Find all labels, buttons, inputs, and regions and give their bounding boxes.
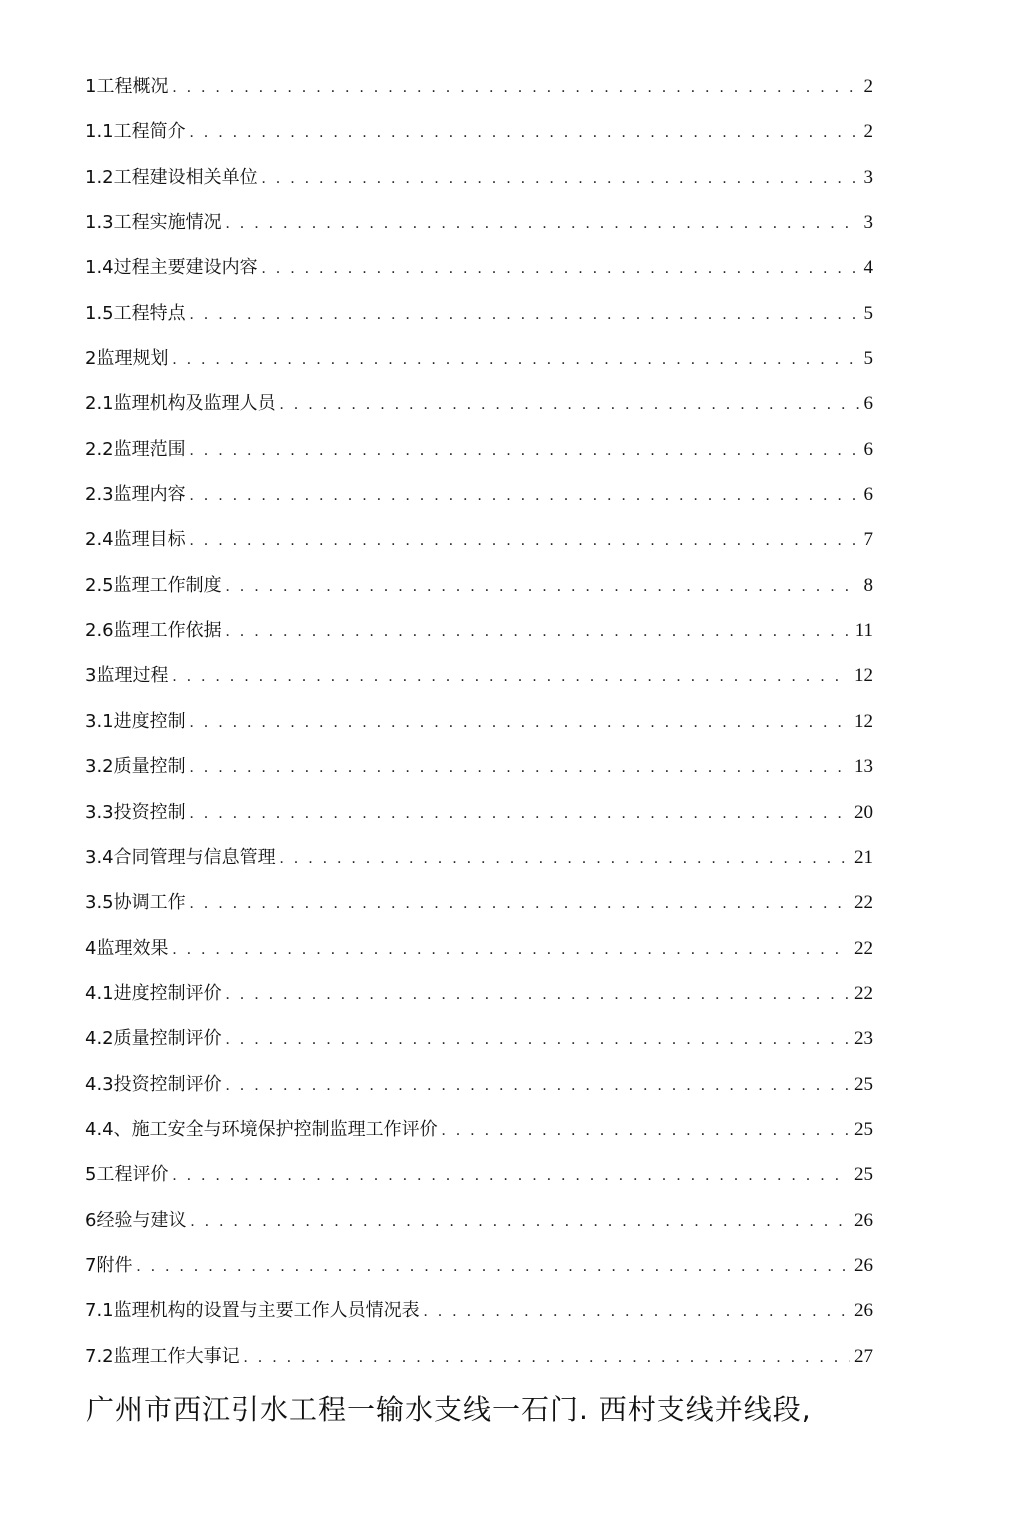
toc-entry-page-number: 25 xyxy=(854,1073,873,1095)
toc-entry-page-number: 25 xyxy=(854,1164,873,1186)
toc-entry[interactable] xyxy=(85,880,873,925)
toc-entry[interactable] xyxy=(85,1016,873,1061)
table-of-contents xyxy=(85,64,873,1379)
toc-entry-title: 2.3监理内容 xyxy=(85,484,186,506)
toc-entry-page-number: 13 xyxy=(854,756,873,778)
toc-entry-title: 2监理规划 xyxy=(85,348,169,370)
toc-dot-leader xyxy=(226,1063,850,1107)
toc-entry-title: 7附件 xyxy=(85,1254,133,1276)
toc-entry-title: 3.2质量控制 xyxy=(85,756,186,778)
toc-entry[interactable] xyxy=(85,926,873,971)
toc-entry-title: 3监理过程 xyxy=(85,665,169,687)
toc-dot-leader xyxy=(280,836,850,880)
toc-dot-leader xyxy=(226,201,859,245)
toc-entry-page-number: 11 xyxy=(854,620,873,642)
toc-entry-page-number: 25 xyxy=(854,1118,873,1140)
toc-entry-title: 1.1工程简介 xyxy=(85,121,186,143)
toc-entry[interactable] xyxy=(85,200,873,245)
toc-entry-title: 4.4、施工安全与环境保护控制监理工作评价 xyxy=(85,1118,438,1140)
toc-entry[interactable] xyxy=(85,1288,873,1333)
toc-entry[interactable] xyxy=(85,336,873,381)
toc-dot-leader xyxy=(172,1153,850,1197)
toc-entry[interactable] xyxy=(85,790,873,835)
toc-dot-leader xyxy=(226,609,851,653)
toc-entry-title: 1.4过程主要建设内容 xyxy=(85,257,258,279)
toc-entry[interactable] xyxy=(85,744,873,789)
toc-entry[interactable] xyxy=(85,245,873,290)
toc-entry-page-number: 6 xyxy=(863,484,873,506)
toc-entry-page-number: 22 xyxy=(854,937,873,959)
toc-dot-leader xyxy=(136,1244,850,1288)
toc-dot-leader xyxy=(190,700,850,744)
toc-entry[interactable] xyxy=(85,608,873,653)
toc-entry-title: 4.3投资控制评价 xyxy=(85,1073,222,1095)
toc-entry[interactable] xyxy=(85,835,873,880)
toc-entry-page-number: 4 xyxy=(863,257,873,279)
toc-dot-leader xyxy=(280,382,859,426)
toc-entry-page-number: 5 xyxy=(863,302,873,324)
toc-entry[interactable] xyxy=(85,1062,873,1107)
toc-dot-leader xyxy=(172,654,850,698)
toc-entry[interactable] xyxy=(85,427,873,472)
document-title: 广州市西江引水工程一输水支线一石门. 西村支线并线段, xyxy=(86,1393,812,1426)
toc-dot-leader xyxy=(190,428,859,472)
toc-entry-title: 6经验与建议 xyxy=(85,1209,187,1231)
toc-entry-page-number: 8 xyxy=(863,574,873,596)
toc-dot-leader xyxy=(190,791,850,835)
toc-entry-title: 2.1监理机构及监理人员 xyxy=(85,393,276,415)
toc-dot-leader xyxy=(190,110,859,154)
toc-entry-page-number: 26 xyxy=(854,1254,873,1276)
toc-entry[interactable] xyxy=(85,1243,873,1288)
toc-dot-leader xyxy=(226,972,850,1016)
toc-dot-leader xyxy=(226,564,859,608)
toc-entry-title: 2.5监理工作制度 xyxy=(85,574,222,596)
toc-entry-title: 4.2质量控制评价 xyxy=(85,1028,222,1050)
toc-entry-page-number: 6 xyxy=(863,438,873,460)
toc-entry[interactable] xyxy=(85,653,873,698)
toc-entry[interactable] xyxy=(85,1152,873,1197)
toc-entry-title: 4.1进度控制评价 xyxy=(85,982,222,1004)
toc-entry-page-number: 6 xyxy=(863,393,873,415)
toc-entry[interactable] xyxy=(85,971,873,1016)
toc-entry-page-number: 3 xyxy=(863,166,873,188)
toc-entry-page-number: 22 xyxy=(854,892,873,914)
toc-entry-page-number: 26 xyxy=(854,1209,873,1231)
toc-dot-leader xyxy=(190,473,859,517)
toc-entry-title: 3.4合同管理与信息管理 xyxy=(85,846,276,868)
toc-entry-title: 7.1监理机构的设置与主要工作人员情况表 xyxy=(85,1300,420,1322)
toc-entry[interactable] xyxy=(85,472,873,517)
toc-entry[interactable] xyxy=(85,1334,873,1379)
toc-entry-title: 4监理效果 xyxy=(85,937,169,959)
toc-entry-page-number: 7 xyxy=(863,529,873,551)
toc-entry[interactable] xyxy=(85,1198,873,1243)
toc-dot-leader xyxy=(262,246,859,290)
toc-entry-page-number: 12 xyxy=(854,665,873,687)
toc-entry-title: 3.3投资控制 xyxy=(85,801,186,823)
toc-dot-leader xyxy=(172,65,859,109)
toc-dot-leader xyxy=(226,1017,850,1061)
toc-entry-page-number: 22 xyxy=(854,982,873,1004)
toc-entry-title: 1.5工程特点 xyxy=(85,302,186,324)
toc-entry-page-number: 2 xyxy=(863,121,873,143)
toc-entry-title: 3.5协调工作 xyxy=(85,892,186,914)
toc-entry[interactable] xyxy=(85,381,873,426)
toc-dot-leader xyxy=(190,745,850,789)
toc-entry-page-number: 3 xyxy=(863,212,873,234)
toc-entry-page-number: 21 xyxy=(854,846,873,868)
toc-dot-leader xyxy=(424,1289,850,1333)
toc-dot-leader xyxy=(172,337,859,381)
toc-entry-title: 2.2监理范围 xyxy=(85,438,186,460)
toc-entry[interactable] xyxy=(85,155,873,200)
toc-entry[interactable] xyxy=(85,563,873,608)
toc-entry-title: 1.3工程实施情况 xyxy=(85,212,222,234)
toc-dot-leader xyxy=(244,1335,850,1379)
toc-entry-title: 1工程概况 xyxy=(85,76,169,97)
toc-entry-page-number: 26 xyxy=(854,1300,873,1322)
toc-entry-title: 2.6监理工作依据 xyxy=(85,620,222,642)
toc-entry-title: 1.2工程建设相关单位 xyxy=(85,166,258,188)
toc-entry-page-number: 5 xyxy=(863,348,873,370)
toc-dot-leader xyxy=(172,927,850,971)
toc-entry-page-number: 23 xyxy=(854,1028,873,1050)
toc-entry-title: 7.2监理工作大事记 xyxy=(85,1345,240,1367)
toc-dot-leader xyxy=(262,156,859,200)
toc-dot-leader xyxy=(190,292,859,336)
toc-dot-leader xyxy=(442,1108,850,1152)
toc-entry[interactable] xyxy=(85,291,873,336)
toc-dot-leader xyxy=(190,518,859,562)
toc-dot-leader xyxy=(190,1199,850,1243)
toc-entry-title: 2.4监理目标 xyxy=(85,529,186,551)
toc-entry-title: 5工程评价 xyxy=(85,1164,169,1186)
toc-entry-title: 3.1进度控制 xyxy=(85,710,186,732)
toc-dot-leader xyxy=(190,881,850,925)
toc-entry[interactable] xyxy=(85,517,873,562)
toc-entry[interactable] xyxy=(85,64,873,109)
toc-entry[interactable] xyxy=(85,1107,873,1152)
toc-entry-page-number: 20 xyxy=(854,801,873,823)
toc-entry-page-number: 27 xyxy=(854,1345,873,1367)
toc-entry-page-number: 12 xyxy=(854,710,873,732)
toc-entry[interactable] xyxy=(85,109,873,154)
toc-entry-page-number: 2 xyxy=(863,76,873,97)
toc-entry[interactable] xyxy=(85,699,873,744)
